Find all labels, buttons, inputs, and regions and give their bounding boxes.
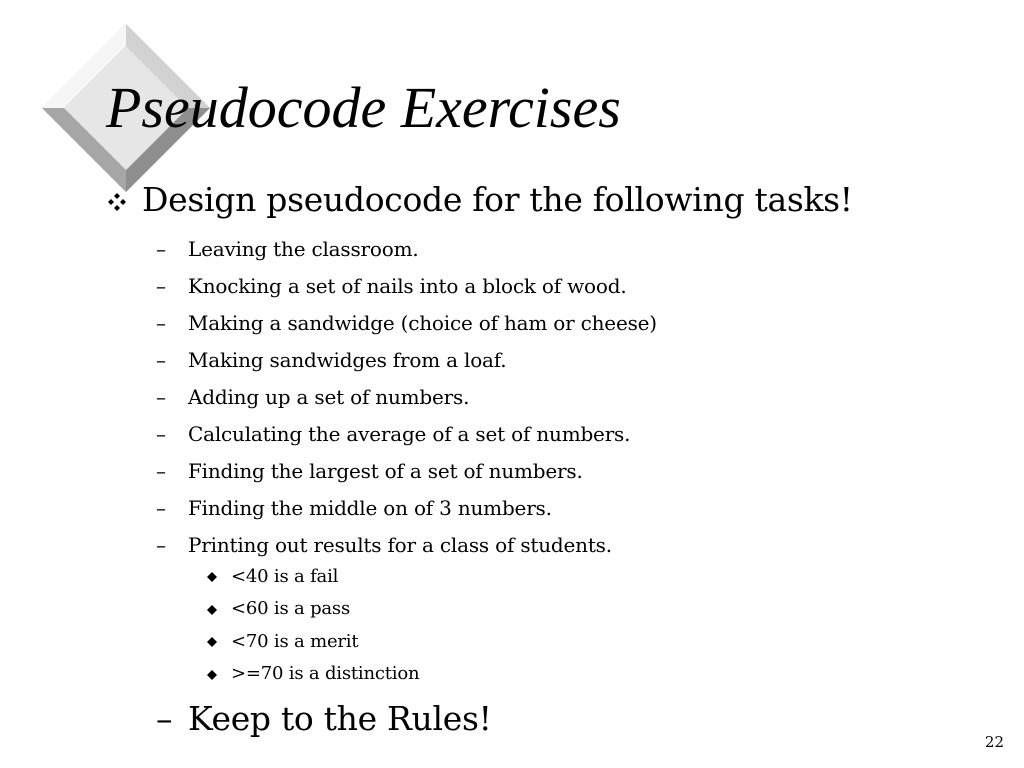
- dash-marker: –: [156, 495, 166, 520]
- grade-item: [207, 593, 419, 626]
- task-text: Making sandwidges from a loaf.: [188, 347, 507, 372]
- dash-marker: –: [156, 421, 166, 446]
- grade-text: >=70 is a distinction: [231, 663, 420, 685]
- dash-marker: –: [156, 347, 166, 372]
- dash-marker: –: [156, 699, 173, 738]
- grade-text: <70 is a merit: [231, 630, 359, 652]
- task-text: Adding up a set of numbers.: [188, 384, 470, 409]
- grade-item: [207, 560, 419, 593]
- task-text: Making a sandwidge (choice of ham or cheese): [188, 310, 657, 335]
- main-bullet-text: Design pseudocode for the following tasks!: [142, 180, 853, 219]
- task-item: [156, 267, 657, 304]
- page-number: 22: [984, 733, 1004, 751]
- diamond-bullet-icon: [207, 572, 217, 582]
- task-item: [156, 341, 657, 378]
- slide-title: Pseudocode Exercises: [106, 75, 621, 140]
- task-item: [156, 230, 657, 267]
- grade-list: [207, 560, 419, 690]
- dash-marker: –: [156, 310, 166, 335]
- task-item: [156, 452, 657, 489]
- diamond-bullet-icon: [207, 637, 217, 647]
- dash-marker: –: [156, 532, 166, 557]
- task-text: Finding the largest of a set of numbers.: [188, 458, 583, 483]
- dash-marker: –: [156, 273, 166, 298]
- task-text: Printing out results for a class of students.: [188, 532, 612, 557]
- task-item: [156, 378, 657, 415]
- diamond-bullet-icon: [207, 605, 217, 615]
- task-text: Finding the middle on of 3 numbers.: [188, 495, 552, 520]
- dash-marker: –: [156, 384, 166, 409]
- task-item: [156, 304, 657, 341]
- grade-text: <40 is a fail: [231, 565, 339, 587]
- task-item: [156, 415, 657, 452]
- dash-marker: –: [156, 236, 166, 261]
- grade-item: [207, 625, 419, 658]
- task-list: [156, 230, 657, 563]
- task-text: Knocking a set of nails into a block of wood.: [188, 273, 627, 298]
- diamond-bullet-icon: [207, 670, 217, 680]
- final-point: [156, 696, 492, 742]
- dash-marker: –: [156, 458, 166, 483]
- main-bullet: [108, 178, 853, 222]
- four-diamond-bullet-icon: [108, 193, 126, 211]
- task-text: Leaving the classroom.: [188, 236, 419, 261]
- task-item: [156, 526, 657, 563]
- grade-item: [207, 658, 419, 691]
- grade-text: <60 is a pass: [231, 598, 351, 620]
- task-item: [156, 489, 657, 526]
- task-text: Calculating the average of a set of numbers.: [188, 421, 631, 446]
- final-point-text: Keep to the Rules!: [188, 699, 492, 738]
